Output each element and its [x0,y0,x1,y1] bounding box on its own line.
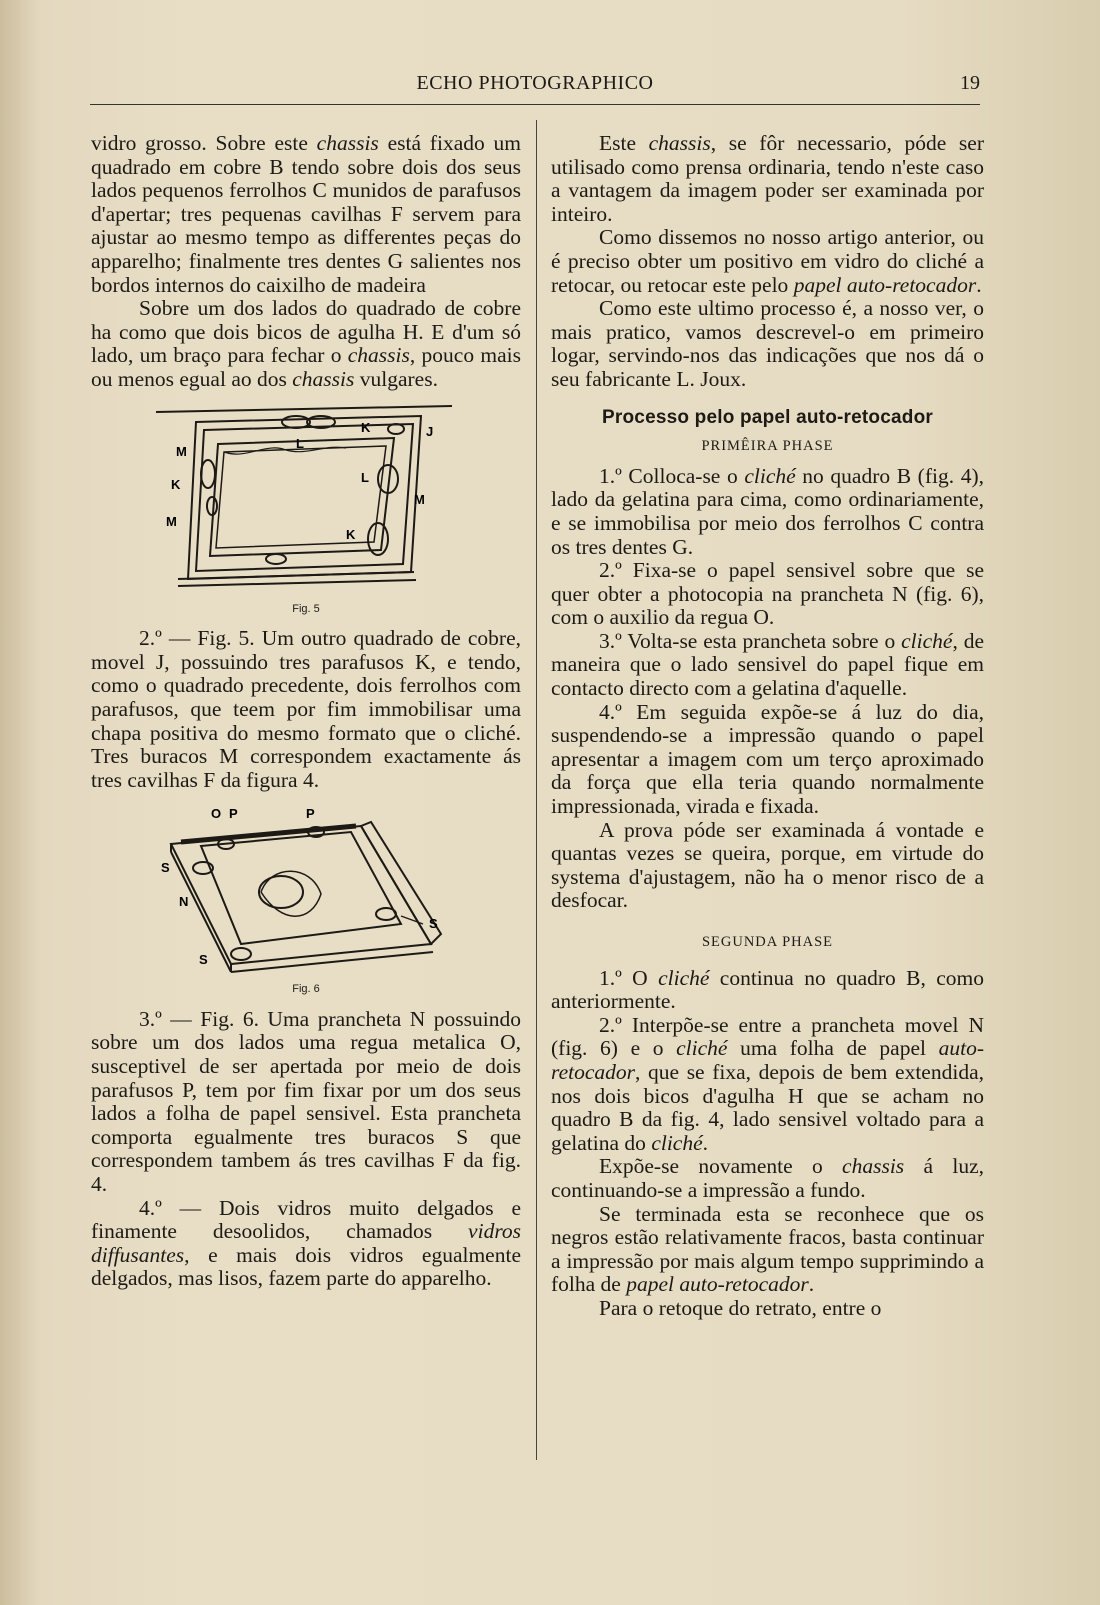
figure-5-drawing [156,404,456,594]
fig5-label-l: L [296,435,304,451]
paragraph: 3.º — Fig. 6. Uma prancheta N possuindo sobre um dos lados uma regua metalica O, susceptivel de ser apertada por meio de dois parafusos P, tem por fim fixar por um dos seus lados a folha de papel sensivel. Esta prancheta comporta egualmente tres buracos S que correspondem tambem ás tres cavilhas F da fig. 4. [91,1006,521,1197]
paragraph: Expõe-se novamente o chassis á luz, continuando-se a impressão a fundo. [551,1154,984,1202]
italic-term: vidros diffusantes [91,1219,521,1267]
fig5-label-m: M [176,443,187,459]
paragraph: Como este ultimo processo é, a nosso ver, o mais pratico, vamos descrevel-o em primeiro logar, servindo-nos das indicações que nos dá o seu fabricante L. Joux. [551,296,984,391]
phase-heading-2: SEGUNDA PHASE [701,934,834,950]
figure-6 [161,804,451,974]
italic-term: chassis [648,131,711,155]
fig5-label-k: K [171,476,181,492]
fig5-label-k3: K [346,526,356,542]
journal-title: ECHO PHOTOGRAPHICO [416,72,654,94]
italic-term: papel auto-retocador [793,272,977,297]
section-heading: Processo pelo papel auto-retocador [602,406,933,428]
paragraph: Este chassis, se fôr necessario, póde ser utilisado como prensa ordinaria, tendo n'este caso a vantagem da imagem poder ser examinada por inteiro. [551,131,984,226]
paragraph: 4.º — Dois vidros muito delgados e finamente desoolidos, chamados vidros diffusantes, e mais dois vidros egualmente delgados, mas lisos, fazem parte do apparelho. [91,1195,521,1291]
italic-term: chassis [347,343,410,368]
fig5-label-m3: M [414,491,425,507]
fig6-label-s3: S [199,952,208,968]
fig6-label-p2: P [306,806,315,822]
running-header [90,70,980,100]
figure-5 [156,404,456,594]
paragraph: 4.º Em seguida expõe-se á luz do dia, suspendendo-se a impressão quando o papel apresentar a imagem com um terço aproximado da força que ella teria quando normalmente impressionada, virada e fixada. [551,699,984,819]
italic-term: papel auto-retocador [626,1272,809,1297]
paragraph: 3.º Volta-se esta prancheta sobre o cliché, de maneira que o lado sensivel do papel fique em contacto directo com a gelatina d'aquelle. [551,628,984,701]
italic-term: cliché [651,1130,703,1155]
paragraph: 1.º O cliché continua no quadro B, como anteriormente. [551,965,984,1014]
column-divider [536,120,537,1460]
italic-term: cliché [676,1036,728,1061]
fig6-label-s2: S [429,916,438,932]
italic-term: chassis [292,366,355,391]
paragraph: Se terminada esta se reconhece que os negros estão relativamente fracos, basta continuar a impressão por mais algum tempo supprimindo a folha de papel auto-retocador. [551,1201,984,1297]
italic-term: cliché [658,965,710,990]
paragraph: Como dissemos no nosso artigo anterior, ou é preciso obter um positivo em vidro do cliché a retocar, ou retocar este pelo papel auto-retocador. [551,225,984,297]
paragraph: A prova póde ser examinada á vontade e quantas vezes se queira, porque, em virtude do systema d'ajustagem, não ha o menor risco de a desfocar. [551,817,984,913]
figure-6-caption: Fig. 6 [292,983,320,996]
fig6-label-s: S [161,860,170,876]
figure-5-caption: Fig. 5 [292,602,320,615]
page-number: 19 [960,72,980,94]
paragraph: vidro grosso. Sobre este chassis está fixado um quadrado em cobre B tendo sobre dois dos seus lados pequenos ferrolhos C munidos de parafusos d'apertar; tres pequenas cavilhas F servem para ajustar ao mesmo tempo as differentes peças do apparelho; finalmente tres dentes G salientes nos bordos internos do caixilho de madeira [91,131,521,297]
phase-heading-1: PRIMÊIRA PHASE [701,438,834,455]
fig5-label-m2: M [166,513,177,529]
fig5-label-l2: L [361,469,369,485]
fig6-label-n: N [179,894,189,910]
paragraph: Para o retoque do retrato, entre o [599,1295,882,1320]
fig5-label-j: J [426,423,434,439]
paragraph: Sobre um dos lados do quadrado de cobre ha como que dois bicos de agulha H. E d'um só lado, um braço para fechar o chassis, pouco mais ou menos egual ao dos chassis vulgares. [91,296,521,391]
fig6-label-o: O [211,806,222,822]
paragraph: 1.º Colloca-se o cliché no quadro B (fig. 4), lado da gelatina para cima, como ordinariamente, e se immobilisa por meio dos ferrolhos C contra os tres dentes G. [551,463,985,559]
paragraph: 2.º Fixa-se o papel sensivel sobre que se quer obter a photocopia na prancheta N (fig. 6), com o auxilio da regua O. [551,558,984,630]
italic-term: cliché [901,628,953,653]
italic-term: cliché [744,463,796,488]
fig6-label-p: P [229,806,238,822]
header-rule [90,104,980,105]
italic-term: chassis [842,1154,905,1179]
fig5-label-k2: K [361,419,371,435]
italic-term: auto-retocador [551,1036,985,1084]
paragraph: 2.º — Fig. 5. Um outro quadrado de cobre, movel J, possuindo tres parafusos K, e tendo, como o quadrado precedente, dois ferrolhos com parafusos, que teem por fim immobilisar uma chapa positiva do mesmo formato que o cliché. Tres buracos M correspondem exactamente ás tres cavilhas F da figura 4. [91,626,521,792]
paragraph: 2.º Interpõe-se entre a prancheta movel N (fig. 6) e o cliché uma folha de papel auto-retocador, que se fixa, depois de bem extendida, nos dois bicos d'agulha H que se acham no quadro B da fig. 4, lado sensivel voltado para a gelatina do cliché. [551,1012,985,1155]
italic-term: chassis [316,131,379,155]
right-column [551,132,984,1321]
figure-6-drawing [161,804,451,974]
left-column [91,132,521,1291]
